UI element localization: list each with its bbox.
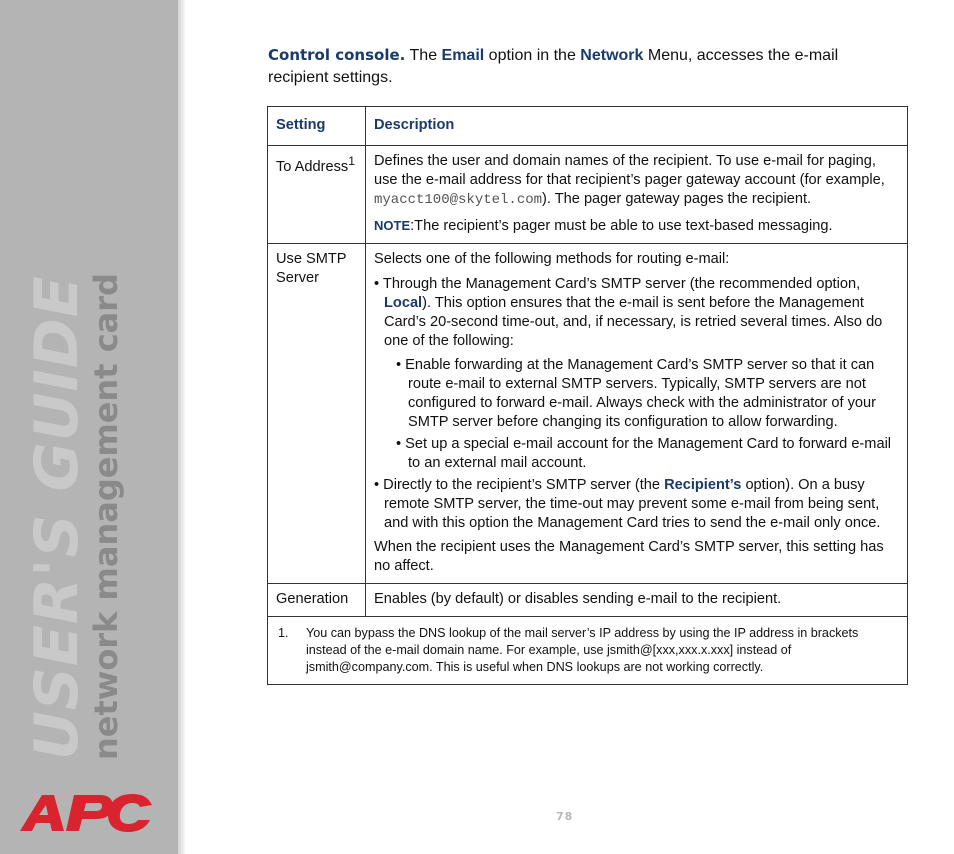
smtp-bullet-local-post: ). This option ensures that the e-mail is sent before the Management Card’s 20-second time-out, and, if necessary, is retried several times. Also do one of the following: [384,295,883,349]
apc-logo [16,793,156,833]
intro-text-2: option in the [484,47,581,64]
description-cell [366,146,908,244]
setting-to-address: To Address [276,158,349,175]
intro-text-1: The [405,47,442,64]
setting-generation: Generation [268,584,366,617]
keyword-recipients: Recipient’s [664,477,742,493]
setting-cell [268,146,366,244]
intro-lead: Control console. [268,46,406,64]
header-description: Description [366,107,908,146]
table-row [268,146,908,244]
generation-description: Enables (by default) or disables sending e-mail to the recipient. [366,584,908,617]
smtp-closing: When the recipient uses the Management Card’s SMTP server, this setting has no affect. [374,539,884,574]
intro-keyword-network: Network [580,47,644,64]
setting-smtp-server: Use SMTP Server [268,244,366,584]
footnote-body [278,625,899,676]
table-row [268,584,908,617]
note-text: :The recipient’s pager must be able to use text-based messaging. [410,218,833,234]
to-address-desc-1: Defines the user and domain names of the recipient. To use e-mail for paging, use the e-mail address for that recipient’s pager gateway account (for example, [374,153,885,188]
smtp-subbullet-forwarding: • Enable forwarding at the Management Card’s SMTP server so that it can route e-mail to external SMTP servers. Typically, SMTP servers are not configured to forward e-mail. Always check with the administrator of your SMTP server before changing its configuration to allow forwarding. [396,357,877,430]
sidebar-title-block [22,200,146,760]
footnote-ref: 1 [348,154,355,168]
smtp-bullet-recipients-post: option). On a busy remote SMTP server, the time-out may prevent some e-mail from being sent, and with this option the Management Card tries to send the e-mail only once. [384,477,881,531]
guide-subtitle: network management card [87,273,125,760]
smtp-subbullet-account: • Set up a special e-mail account for the Management Card to forward e-mail to an external mail account. [396,436,892,471]
table-row [268,244,908,584]
footnote-text: You can bypass the DNS lookup of the mail server’s IP address by using the IP address in brackets instead of the e-mail domain name. For example, use jsmith@[xxx,xxx.x.xxx] instead of jsmith@company.com. This is useful when DNS lookups are not working correctly. [306,626,859,674]
intro-keyword-email: Email [441,47,485,64]
example-address: myacct100@skytel.com [374,192,543,208]
smtp-bullet-recipients [374,476,899,533]
page-number: 78 [556,810,574,823]
description-cell [366,244,908,584]
footnote [268,617,908,685]
intro-text-3: Menu, accesses the e-mail recipient settings. [268,47,839,86]
sidebar [0,0,178,854]
to-address-description [374,152,899,210]
note-label: NOTE [374,218,411,233]
intro-paragraph [268,44,888,89]
guide-title: USER'S GUIDE [22,275,92,760]
keyword-local: Local [384,295,423,311]
footnote-number: 1. [278,626,289,640]
smtp-bullet-local [374,275,899,351]
smtp-intro: Selects one of the following methods for routing e-mail: [374,251,730,267]
header-setting: Setting [268,107,366,146]
smtp-bullet-recipients-pre: • Directly to the recipient’s SMTP server (the [374,477,665,493]
footnote-row [268,617,908,685]
to-address-note [374,216,899,236]
email-settings-table [267,106,908,685]
sidebar-shadow [178,0,186,854]
to-address-desc-2: ). The pager gateway pages the recipient. [542,191,812,207]
table-header-row [268,107,908,146]
smtp-bullet-local-pre: • Through the Management Card’s SMTP server (the recommended option, [374,276,861,292]
